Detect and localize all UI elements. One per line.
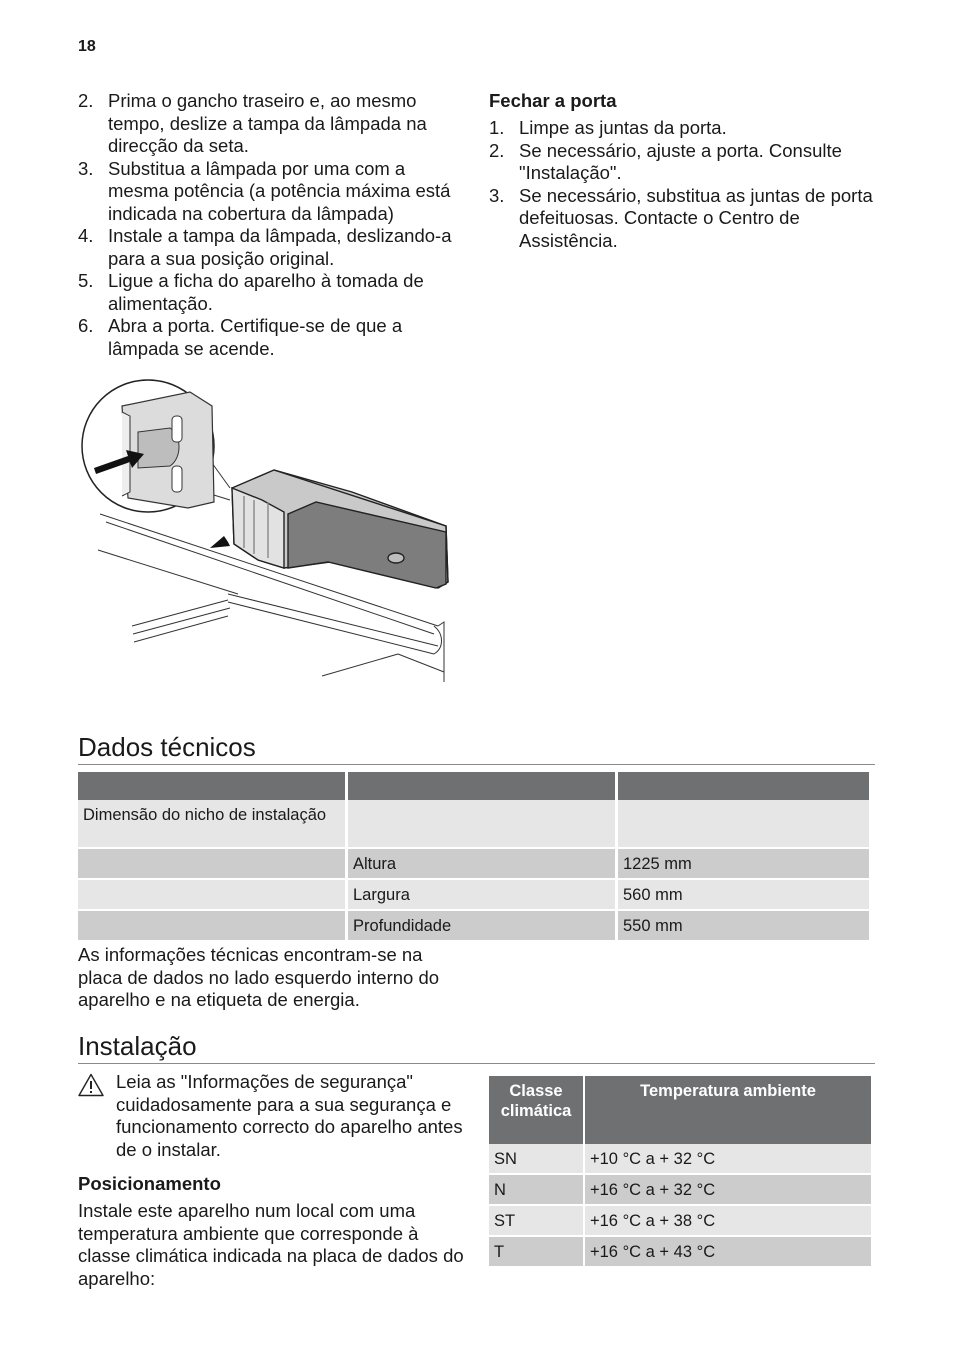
technical-data-note: As informações técnicas encontram-se na placa de dados no lado esquerdo interno do aparelho e na etiqueta de energia. [78, 944, 440, 1010]
safety-warning [78, 1071, 470, 1161]
lamp-replacement-steps [78, 90, 470, 360]
section-divider [78, 1063, 875, 1064]
positioning-heading: Posicionamento [78, 1173, 221, 1194]
table-row: ST +16 °C a + 38 °C [489, 1206, 871, 1237]
table-header-cell: Temperatura ambiente [585, 1076, 871, 1144]
page-number: 18 [78, 38, 96, 55]
climate-class-table [487, 1076, 873, 1268]
installation-title: Instalação [78, 1031, 197, 1061]
table-row: Altura 1225 mm [78, 849, 869, 880]
close-door-heading: Fechar a porta [489, 90, 617, 111]
technical-data-table [75, 772, 872, 942]
lamp-cover-illustration [78, 372, 458, 684]
warning-text: Leia as "Informações de segurança" cuidadosamente para a sua segurança e funcionamento correcto do aparelho antes de o instalar. [116, 1071, 463, 1160]
list-item: 6. Abra a porta. Certifique-se de que a lâmpada se acende. [78, 315, 403, 359]
close-door-steps [489, 117, 884, 252]
list-item: 3. Se necessário, substitua as juntas de porta defeituosas. Contacte o Centro de Assistência. [489, 184, 873, 251]
table-row: SN +10 °C a + 32 °C [489, 1144, 871, 1175]
list-item: 5. Ligue a ficha do aparelho à tomada de alimentação. [78, 270, 424, 314]
technical-data-title: Dados técnicos [78, 732, 256, 762]
table-row: T +16 °C a + 43 °C [489, 1237, 871, 1268]
table-row: Profundidade 550 mm [78, 911, 869, 942]
list-item: 3. Substitua a lâmpada por uma com a mesma potência (a potência máxima está indicada na cobertura da lâmpada) [78, 157, 451, 224]
list-item: 2. Prima o gancho traseiro e, ao mesmo tempo, deslize a tampa da lâmpada na direcção da seta. [78, 90, 427, 156]
table-header-cell [618, 772, 869, 800]
table-header-cell: Classe climática [489, 1076, 583, 1144]
positioning-text: Instale este aparelho num local com uma temperatura ambiente que corresponde à classe climática indicada na placa de dados do aparelho: [78, 1200, 464, 1289]
list-item: 2. Se necessário, ajuste a porta. Consulte "Instalação". [489, 139, 842, 183]
table-row: Dimensão do nicho de instalação [78, 800, 869, 849]
warning-triangle-icon [78, 1073, 104, 1097]
table-header-cell [348, 772, 615, 800]
list-item: 4. Instale a tampa da lâmpada, deslizando-a para a sua posição original. [78, 225, 452, 269]
section-divider [78, 764, 875, 765]
table-row: N +16 °C a + 32 °C [489, 1175, 871, 1206]
list-item: 1. Limpe as juntas da porta. [489, 117, 727, 138]
table-row: Largura 560 mm [78, 880, 869, 911]
table-header-cell [78, 772, 345, 800]
